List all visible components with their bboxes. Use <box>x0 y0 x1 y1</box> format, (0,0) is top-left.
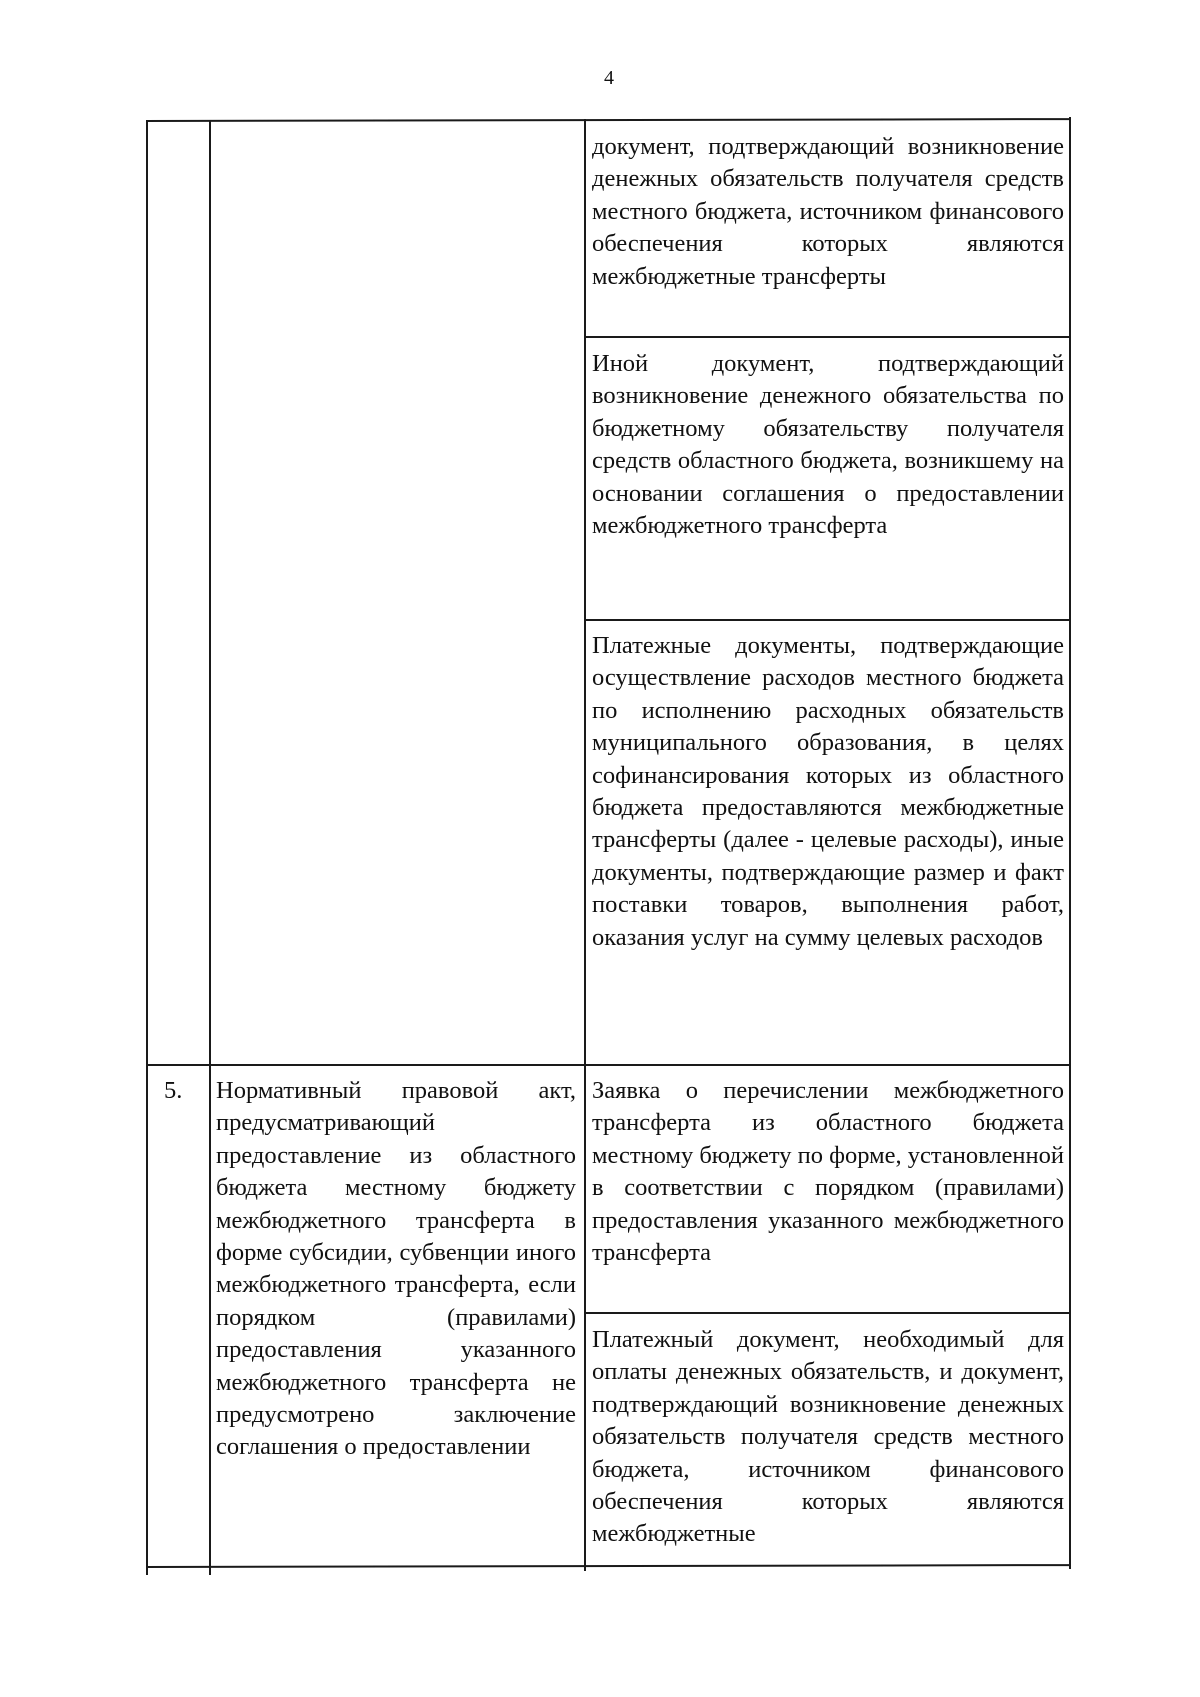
row-5-doc-1: Заявка о перечислении межбюджетного трансферта из областного бюджета местному бюджету по форме, установленной в соответствии с порядком (правилами) предоставления указанного межбюджетного трансферта <box>592 1077 1064 1267</box>
doc-divider-row5 <box>585 1312 1070 1314</box>
doc-divider-2 <box>585 619 1070 621</box>
row-5-number: 5. <box>164 1077 183 1104</box>
table-border-right <box>1069 117 1071 1569</box>
continued-row-doc-1: документ, подтверждающий возникновение денежных обязательств получателя средств местного бюджета, источником финансового обеспечения которых являются межбюджетные трансферты <box>592 133 1064 290</box>
doc-divider-1 <box>585 336 1070 338</box>
page-number: 4 <box>604 67 614 89</box>
continued-row-doc-2: Иной документ, подтверждающий возникновение денежного обязательства по бюджетному обязательству получателя средств областного бюджета, возникшему на основании соглашения о предоставлении межбюджетного трансферта <box>592 350 1064 540</box>
row-5-basis: Нормативный правовой акт, предусматривающий предоставление из областного бюджета местному бюджету межбюджетного трансферта в форме субсидии, субвенции иного межбюджетного трансферта, если порядком (правилами) предоставления указанного межбюджетного трансферта не предусмотрено заключение соглашения о предоставлении <box>216 1077 576 1461</box>
continued-row-doc-3: Платежные документы, подтверждающие осуществление расходов местного бюджета по исполнению расходных обязательств муниципального образования, в целях софинансирования которых из областного бюджета предоставляются межбюджетные трансферты (далее - целевые расходы), иные документы, подтверждающие размер и факт поставки товаров, выполнения работ, оказания услуг на сумму целевых расходов <box>592 632 1064 951</box>
table-border-top <box>146 118 1071 122</box>
table-border-left <box>146 121 148 1575</box>
row-5-doc-2: Платежный документ, необходимый для оплаты денежных обязательств, и документ, подтверждающий возникновение денежных обязательств получателя средств местного бюджета, источником финансового обеспечения которых являются межбюджетные <box>592 1326 1064 1548</box>
table-border-bottom <box>146 1564 1071 1568</box>
column-divider-number <box>209 121 211 1575</box>
row-divider-5 <box>146 1064 1071 1066</box>
